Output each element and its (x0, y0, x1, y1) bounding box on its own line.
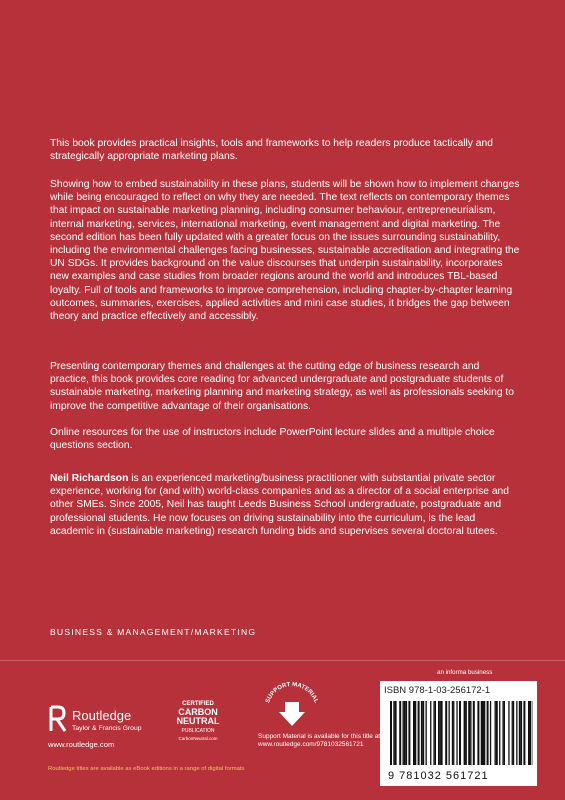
barcode-bar (395, 701, 397, 765)
publisher-url[interactable]: www.routledge.com (48, 740, 115, 749)
barcode-bar (499, 701, 500, 765)
barcode-bar (403, 701, 404, 765)
barcode-bar (528, 701, 530, 765)
ebook-availability-note: Routledge titles are available as eBook editions in a range of digital formats (48, 766, 245, 772)
barcode-bar (516, 701, 517, 765)
blurb-intro (50, 137, 520, 163)
carbon-main2: NEUTRAL (176, 716, 220, 726)
barcode-bar (456, 701, 457, 765)
blurb-description-text: Showing how to embed sustainability in these plans, students will be shown how to implement changes while being encouraged to reflect on why they are needed. The text reflects on contemporary themes that impact on sustainable marketing planning, including consumer behaviour, entrepreneurialism, internal marketing, services, international marketing, event management and digital marketing. The second edition has been fully updated with a greater focus on the issues surrounding sustainability, including the environmental challenges facing businesses, sustainable accreditation and integrating the UN SDGs. It provides background on the value discourses that underpin sustainability, incorporates new examples and case studies from broader regions around the world and introduces TBL-based loyalty. Full of tools and frameworks to improve comprehension, including chapter-by-chapter learning outcomes, summaries, exercises, applied activities and mini case studies, it bridges the gap between theory and practice effectively and accessibly. (50, 179, 520, 323)
barcode-bar (449, 701, 450, 765)
barcode-bar (490, 701, 491, 765)
download-arrow-icon (279, 702, 305, 726)
barcode-digits: 9 781032 561721 (388, 770, 489, 782)
support-badge-text: SUPPORT MATERIAL (265, 682, 319, 704)
carbon-small: PUBLICATION (181, 728, 215, 734)
blurb-description (50, 178, 520, 323)
barcode-bar (404, 701, 406, 765)
barcode-bar (439, 701, 440, 765)
barcode-bar (421, 701, 422, 765)
author-bio (50, 472, 520, 538)
barcode-bar (513, 701, 514, 765)
barcode-bar (418, 701, 420, 765)
barcode-bar (530, 701, 531, 765)
barcode-bar (481, 701, 482, 765)
barcode-bar (453, 701, 454, 765)
barcode-bar (415, 701, 416, 765)
subject-category: BUSINESS & MANAGEMENT/MARKETING (50, 627, 257, 637)
barcode-bar (433, 701, 434, 765)
barcode-bar (393, 701, 394, 765)
svg-text:SUPPORT MATERIAL (265, 682, 319, 704)
carbon-main1: CARBON (178, 707, 218, 717)
barcode-bar (422, 701, 424, 765)
barcode-bar (496, 701, 498, 765)
barcode-bar (441, 701, 443, 765)
support-line1: Support Material is available for this title at (258, 733, 381, 740)
barcode (384, 701, 533, 769)
barcode-bar (426, 701, 427, 765)
barcode-bar (468, 701, 470, 765)
barcode-bar (523, 701, 525, 765)
isbn-barcode-box (380, 681, 537, 786)
isbn-label: ISBN 978-1-03-256172-1 (384, 685, 491, 696)
barcode-bar (466, 701, 467, 765)
author-name: Neil Richardson (50, 473, 129, 484)
barcode-bar (399, 701, 401, 765)
publisher-group: Taylor & Francis Group (72, 725, 142, 732)
carbon-neutral-logo (168, 698, 228, 744)
barcode-bar (470, 701, 471, 765)
support-material-badge (258, 682, 326, 730)
carbon-certified: CERTIFIED (182, 701, 214, 707)
barcode-bar (512, 701, 513, 765)
carbon-site: CarbonNeutral.com (178, 736, 218, 741)
barcode-bar (477, 701, 479, 765)
barcode-bar (464, 701, 466, 765)
barcode-bar (502, 701, 503, 765)
barcode-bar (482, 701, 484, 765)
barcode-bar (484, 701, 485, 765)
blurb-online-resources (50, 426, 520, 452)
barcode-bar (519, 701, 521, 765)
barcode-bar (504, 701, 505, 765)
barcode-bar (459, 701, 461, 765)
barcode-bar (406, 701, 407, 765)
author-bio-text: is an experienced marketing/business practitioner with substantial private sector experience, working for (and with) world-class companies and as a director of a social enterprise and other SMEs. Since 2005, Neil has taught Leeds Business School undergraduate, postgraduate and professional students. He now focuses on driving sustainability into the curriculum, is the lead academic in (sustainable marketing) research funding bids and supervises several doctoral tutees. (50, 473, 510, 537)
barcode-bar (413, 701, 415, 765)
informa-tagline: an informa business (437, 669, 493, 676)
blurb-audience (50, 360, 520, 413)
barcode-bar (495, 701, 496, 765)
routledge-logo-icon (48, 705, 68, 738)
support-material-text (258, 733, 380, 750)
blurb-online-resources-text: Online resources for the use of instructors include PowerPoint lecture slides and a multiple choice questions section. (50, 427, 495, 452)
barcode-bar (408, 701, 410, 765)
barcode-bar (435, 701, 436, 765)
barcode-bar (521, 701, 522, 765)
support-url[interactable]: www.routledge.com/9781032561721 (258, 741, 364, 749)
barcode-bar (487, 701, 489, 765)
barcode-bar (430, 701, 431, 765)
blurb-audience-text: Presenting contemporary themes and challenges at the cutting edge of business research and practice, this book provides core reading for advanced undergraduate and postgraduate students of sustainable marketing, marketing planning and marketing strategy, as well as professionals seeking to improve the competitive advantage of their organisations. (50, 361, 514, 412)
barcode-bar (473, 701, 475, 765)
barcode-bar (390, 701, 392, 765)
divider (0, 660, 565, 661)
barcode-bar (452, 701, 453, 765)
barcode-bar (445, 701, 447, 765)
barcode-bar (438, 701, 439, 765)
barcode-bar (508, 701, 509, 765)
publisher-name: Routledge (72, 708, 132, 723)
blurb-intro-text: This book provides practical insights, tools and frameworks to help readers produce tactically and strategically appropriate marketing plans. (50, 138, 493, 163)
